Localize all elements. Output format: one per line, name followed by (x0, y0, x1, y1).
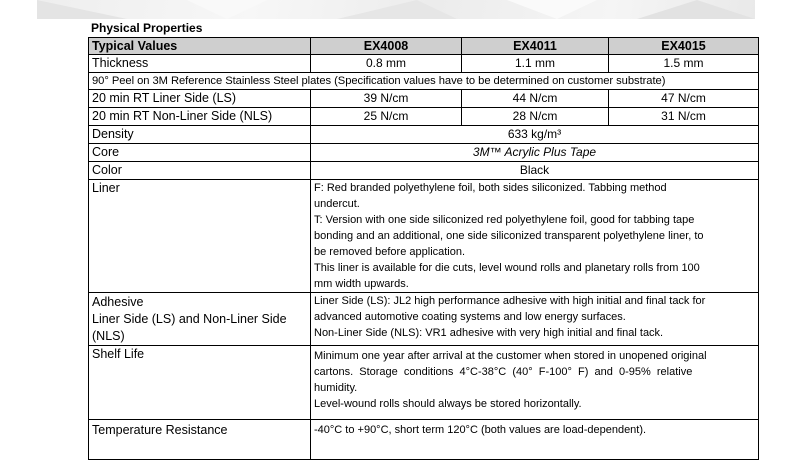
thickness-value-3: 1.5 mm (609, 55, 759, 73)
row-label-shelf-life: Shelf Life (89, 346, 311, 420)
liner-line: F: Red branded polyethylene foil, both sides siliconized. Tabbing method (314, 182, 667, 194)
table-row-peel-note (89, 73, 759, 90)
adhesive-line: Non-Liner Side (NLS): VR1 adhesive with very high initial and final tack. (314, 327, 664, 339)
header-label: Typical Values (89, 38, 311, 55)
adhesive-line: Liner Side (LS): JL2 high performance adhesive with high initial and final tack for (314, 295, 706, 307)
header-product-2: EX4011 (462, 38, 609, 55)
color-value: Black (311, 162, 759, 180)
shelf-life-line: cartons. Storage conditions 4°C-38°C (40° F-100° F) and 0-95% relative (314, 366, 693, 378)
table-row-temperature (89, 420, 759, 460)
table-row-color (89, 162, 759, 180)
shelf-life-description (311, 346, 759, 420)
table-row-liner (89, 180, 759, 293)
table-row-peel-ls (89, 90, 759, 108)
section-title: Physical Properties (91, 21, 203, 35)
table-row-shelf-life (89, 346, 759, 420)
adhesive-label-line: Liner Side (LS) and Non-Liner Side (92, 312, 287, 326)
row-label-thickness: Thickness (89, 55, 311, 73)
peel-ls-value-3: 47 N/cm (609, 90, 759, 108)
peel-note: 90° Peel on 3M Reference Stainless Steel plates (Specification values have to be determined on customer substrate) (89, 73, 759, 90)
liner-line: mm width upwards. (314, 278, 409, 290)
density-value: 633 kg/m³ (311, 126, 759, 144)
shelf-life-line: humidity. (314, 382, 358, 394)
liner-description (311, 180, 759, 293)
row-label-density: Density (89, 126, 311, 144)
adhesive-line: advanced automotive coating systems and low energy surfaces. (314, 311, 626, 323)
thickness-value-2: 1.1 mm (462, 55, 609, 73)
peel-nls-value-3: 31 N/cm (609, 108, 759, 126)
row-label-temperature: Temperature Resistance (89, 420, 311, 460)
header-product-1: EX4008 (311, 38, 462, 55)
header-product-3: EX4015 (609, 38, 759, 55)
row-label-core: Core (89, 144, 311, 162)
properties-table (88, 37, 759, 460)
liner-line: T: Version with one side siliconized red polyethylene foil, good for tabbing tape (314, 214, 695, 226)
adhesive-description (311, 293, 759, 346)
table-row-core (89, 144, 759, 162)
shelf-life-line: Level-wound rolls should always be stored horizontally. (314, 398, 582, 410)
header-banner (37, 0, 755, 19)
liner-line: be removed before application. (314, 246, 466, 258)
core-value: 3M™ Acrylic Plus Tape (311, 144, 759, 162)
peel-nls-value-1: 25 N/cm (311, 108, 462, 126)
table-header-row (89, 38, 759, 55)
liner-line: This liner is available for die cuts, level wound rolls and planetary rolls from 100 (314, 262, 700, 274)
adhesive-label-line: (NLS) (92, 329, 125, 343)
table-row-density (89, 126, 759, 144)
row-label-peel-ls: 20 min RT Liner Side (LS) (89, 90, 311, 108)
table-row-thickness (89, 55, 759, 73)
row-label-peel-nls: 20 min RT Non-Liner Side (NLS) (89, 108, 311, 126)
table-row-adhesive (89, 293, 759, 346)
shelf-life-line: Minimum one year after arrival at the customer when stored in unopened original (314, 350, 707, 362)
peel-ls-value-1: 39 N/cm (311, 90, 462, 108)
peel-nls-value-2: 28 N/cm (462, 108, 609, 126)
row-label-color: Color (89, 162, 311, 180)
temperature-value: -40°C to +90°C, short term 120°C (both values are load-dependent). (311, 420, 759, 460)
liner-line: bonding and an additional, one side siliconized transparent polyethylene liner, to (314, 230, 704, 242)
row-label-adhesive (89, 293, 311, 346)
peel-ls-value-2: 44 N/cm (462, 90, 609, 108)
table-row-peel-nls (89, 108, 759, 126)
thickness-value-1: 0.8 mm (311, 55, 462, 73)
banner-pattern (37, 0, 755, 19)
row-label-liner: Liner (89, 180, 311, 293)
liner-line: undercut. (314, 198, 360, 210)
adhesive-label-line: Adhesive (92, 295, 144, 309)
